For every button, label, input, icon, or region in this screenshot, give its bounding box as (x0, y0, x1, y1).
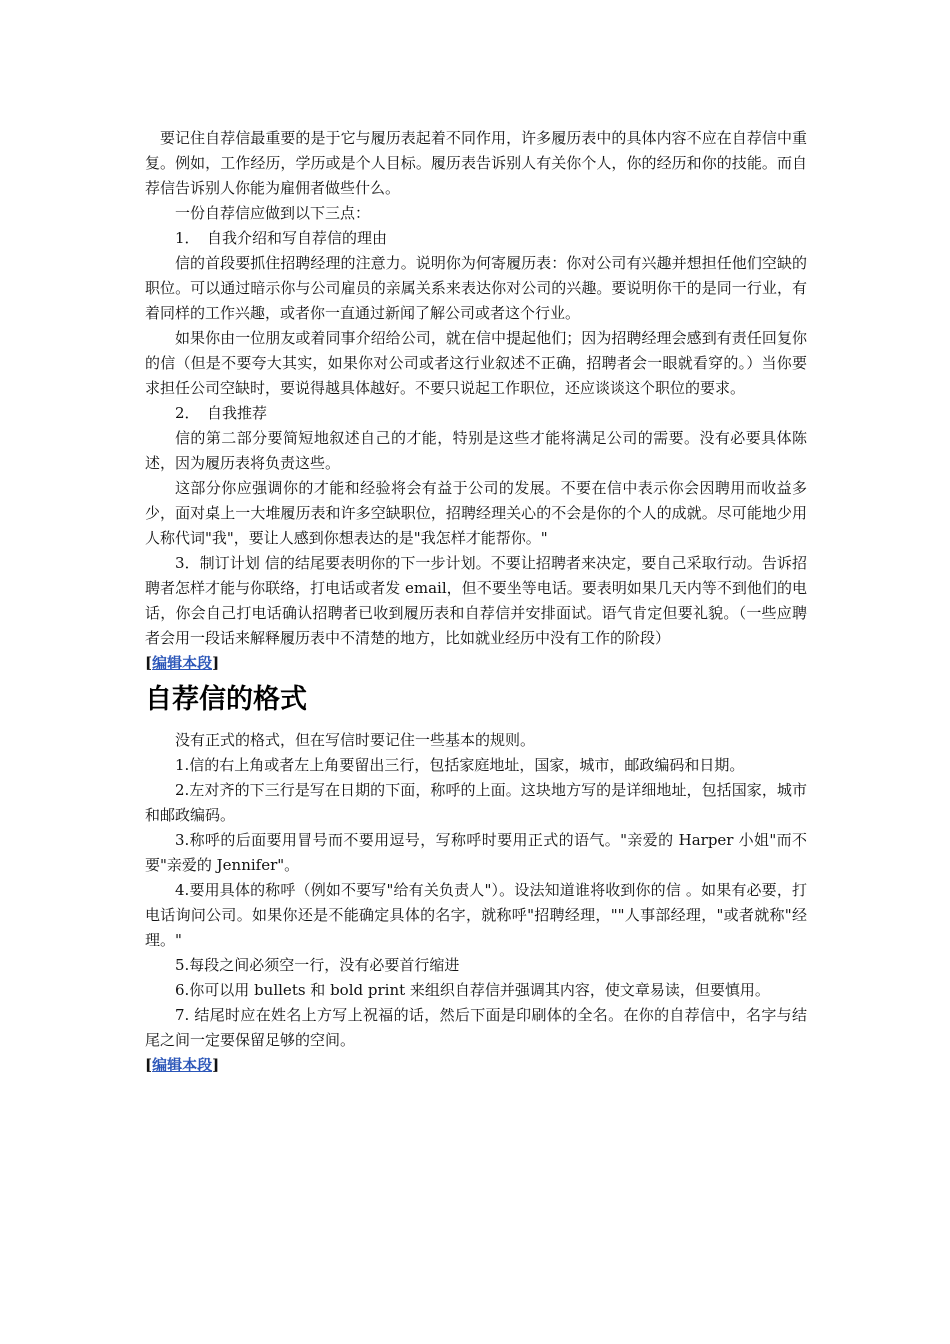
body-paragraph: 3．制订计划 信的结尾要表明你的下一步计划。不要让招聘者来决定，要自己采取行动。告诉招聘者怎样才能与你联络，打电话或者发 email，但不要坐等电话。要表明如果几天内等不到他们的电话，你会自己打电话确认招聘者已收到履历表和自荐信并安排面试。语气肯定但要礼貌。（一些应聘者会用一段话来解释履历表中不清楚的地方，比如就业经历中没有工作的阶段） (145, 554, 807, 647)
body-paragraph: 如果你由一位朋友或着同事介绍给公司，就在信中提起他们；因为招聘经理会感到有责任回复你的信（但是不要夸大其实，如果你对公司或者这行业叙述不正确，招聘者会一眼就看穿的。）当你要求担任公司空缺时，要说得越具体越好。不要只说起工作职位，还应谈谈这个职位的要求。 (145, 329, 807, 397)
edit-section-row (145, 651, 807, 676)
body-paragraph: 信的第二部分要简短地叙述自己的才能，特别是这些才能将满足公司的需要。没有必要具体陈述，因为履历表将负责这些。 (145, 429, 807, 472)
list-heading-2: 2． 自我推荐 (175, 404, 268, 422)
format-rule-5: 5.每段之间必须空一行，没有必要首行缩进 (175, 956, 460, 974)
bracket-close: ] (212, 1056, 220, 1074)
format-rule-2: 2.左对齐的下三行是写在日期的下面，称呼的上面。这块地方写的是详细地址，包括国家，城市和邮政编码。 (145, 781, 807, 824)
bracket-open: [ (145, 654, 153, 672)
list-heading-1: 1． 自我介绍和写自荐信的理由 (175, 229, 388, 247)
format-rule-1: 1.信的右上角或者左上角要留出三行，包括家庭地址，国家，城市，邮政编码和日期。 (175, 756, 745, 774)
section-heading: 自荐信的格式 (145, 684, 307, 715)
format-rule-4: 4.要用具体的称呼（例如不要写"给有关负责人"）。设法知道谁将收到你的信 。如果有必要，打电话询问公司。如果你还是不能确定具体的名字，就称呼"招聘经理，""人事部经理，"或者就称"经理。" (145, 881, 807, 949)
body-paragraph: 这部分你应强调你的才能和经验将会有益于公司的发展。不要在信中表示你会因聘用而收益多少，面对桌上一大堆履历表和许多空缺职位，招聘经理关心的不会是你的个人的成就。尽可能地少用人称代词"我"，要让人感到你想表达的是"我怎样才能帮你。" (145, 479, 807, 547)
edit-section-row (145, 1053, 807, 1078)
edit-section-link[interactable]: 编辑本段 (152, 1056, 213, 1074)
format-rule-3: 3.称呼的后面要用冒号而不要用逗号，写称呼时要用正式的语气。"亲爱的 Harper 小姐"而不要"亲爱的 Jennifer"。 (145, 831, 807, 874)
format-rule-7: 7. 结尾时应在姓名上方写上祝福的话，然后下面是印刷体的全名。在你的自荐信中，名字与结尾之间一定要保留足够的空间。 (145, 1006, 807, 1049)
intro-paragraph: 一份自荐信应做到以下三点： (175, 204, 371, 222)
bracket-open: [ (145, 1056, 153, 1074)
edit-section-link[interactable]: 编辑本段 (152, 654, 213, 672)
document-page (145, 126, 807, 1078)
bracket-close: ] (212, 654, 220, 672)
format-rule-6: 6.你可以用 bullets 和 bold print 来组织自荐信并强调其内容，使文章易读，但要慎用。 (175, 981, 770, 999)
intro-paragraph: 要记住自荐信最重要的是于它与履历表起着不同作用，许多履历表中的具体内容不应在自荐信中重复。例如，工作经历，学历或是个人目标。履历表告诉别人有关你个人，你的经历和你的技能。而自荐信告诉别人你能为雇佣者做些什么。 (145, 129, 807, 197)
body-paragraph: 信的首段要抓住招聘经理的注意力。说明你为何寄履历表：你对公司有兴趣并想担任他们空缺的职位。可以通过暗示你与公司雇员的亲属关系来表达你对公司的兴趣。要说明你干的是同一行业，有着同样的工作兴趣，或者你一直通过新闻了解公司或者这个行业。 (145, 254, 807, 322)
format-paragraph: 没有正式的格式，但在写信时要记住一些基本的规则。 (175, 731, 536, 749)
